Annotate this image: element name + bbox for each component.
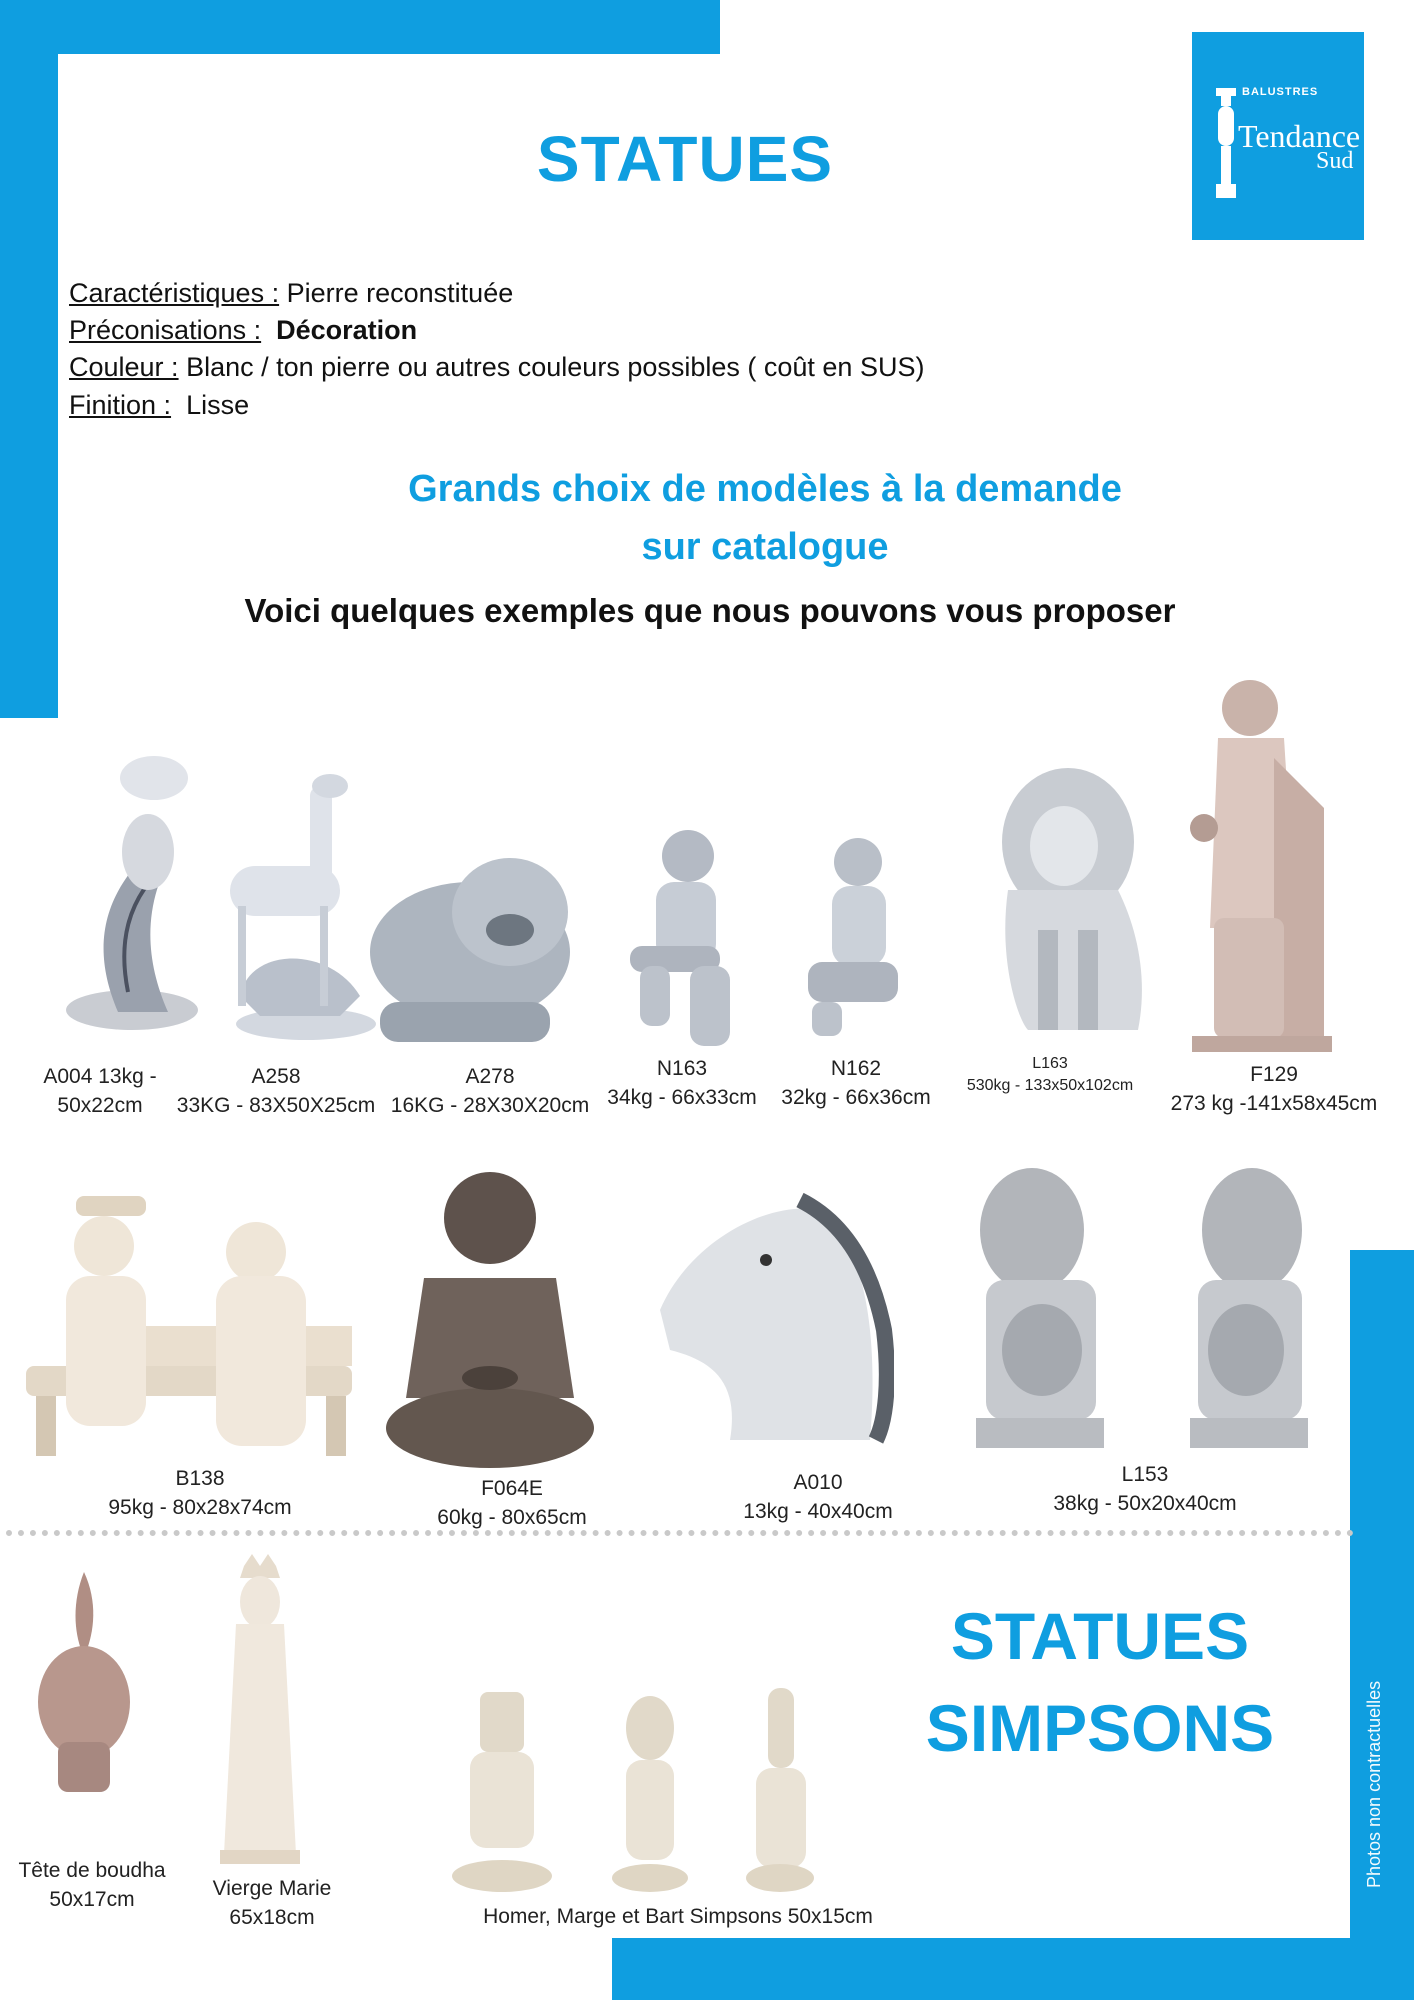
product-dims: 34kg - 66x33cm — [607, 1086, 757, 1109]
product-caption — [726, 1468, 910, 1526]
product-caption — [170, 1062, 382, 1120]
lion-shield-statue-image-2 — [1186, 1160, 1312, 1452]
product-ref: Homer, Marge et Bart Simpsons 50x15cm — [483, 1905, 873, 1928]
product-caption — [1160, 1060, 1388, 1118]
product-dims: 33KG - 83X50X25cm — [176, 1094, 376, 1117]
logo-suffix-text: Sud — [1316, 148, 1354, 174]
product-caption — [384, 1062, 596, 1120]
product-dims: 530kg - 133x50x102cm — [966, 1077, 1134, 1094]
logo-brand-text: Tendance — [1238, 118, 1361, 154]
simpsons-statues-image — [450, 1688, 836, 1896]
product-ref: A010 — [793, 1471, 843, 1494]
product-dims: 38kg - 50x20x40cm — [1053, 1492, 1237, 1515]
horse-head-statue-image — [650, 1180, 894, 1450]
page-title: STATUES — [536, 123, 834, 195]
children-bench-statue-image — [26, 1166, 352, 1464]
product-ref: L163 — [1032, 1055, 1068, 1072]
examples-subheading: Voici quelques exemples que nous pouvons vous proposer — [244, 592, 1176, 629]
boy-statue-image — [620, 826, 760, 1058]
catalog-heading-line2: sur catalogue — [641, 526, 889, 568]
spec-label: Finition : — [69, 390, 172, 420]
buddha-head-statue-image — [28, 1572, 140, 1796]
product-caption — [1036, 1460, 1254, 1518]
product-ref: F129 — [1250, 1063, 1298, 1086]
product-ref: A278 — [465, 1065, 515, 1088]
product-ref: A258 — [251, 1065, 301, 1088]
product-ref: Vierge Marie — [212, 1877, 332, 1900]
frog-statue-image — [48, 742, 208, 1034]
spec-label: Préconisations : — [69, 315, 262, 345]
product-caption — [90, 1464, 310, 1522]
bulldog-statue-image — [360, 852, 588, 1052]
lion-statue-image — [968, 760, 1168, 1038]
product-caption — [468, 1902, 888, 1931]
spec-value: Pierre reconstituée — [286, 278, 514, 308]
logo-small-text: BALUSTRES — [1242, 86, 1319, 98]
product-dims: 273 kg -141x58x45cm — [1170, 1092, 1378, 1115]
product-caption — [420, 1474, 604, 1532]
product-caption — [950, 1053, 1150, 1097]
left-accent-bar — [0, 0, 58, 718]
virgin-mary-statue-image — [210, 1554, 310, 1866]
spec-label: Couleur : — [69, 352, 179, 382]
spec-characteristics — [69, 278, 513, 309]
product-dims: 32kg - 66x36cm — [781, 1086, 931, 1109]
product-dims: 65x18cm — [229, 1906, 315, 1929]
buddha-statue-image — [384, 1158, 596, 1474]
top-accent-bar — [0, 0, 720, 54]
product-ref: Tête de boudha — [18, 1859, 166, 1882]
lion-shield-statue-image-1 — [972, 1160, 1108, 1452]
product-dims: 50x17cm — [49, 1888, 135, 1911]
simpsons-section-title — [900, 1590, 1300, 1774]
product-dims: 95kg - 80x28x74cm — [108, 1496, 292, 1519]
product-caption — [192, 1874, 352, 1932]
product-caption — [598, 1054, 766, 1112]
spec-color — [69, 352, 924, 383]
section-divider — [6, 1530, 1354, 1536]
product-ref: N163 — [656, 1057, 708, 1080]
spec-finish — [69, 390, 249, 421]
spec-value: Décoration — [276, 315, 418, 345]
product-caption — [772, 1054, 940, 1112]
girl-statue-image — [788, 832, 912, 1044]
bacchus-statue-image — [1174, 668, 1338, 1056]
spec-value: Lisse — [186, 390, 250, 420]
catalog-heading — [300, 460, 1230, 576]
photos-disclaimer: Photos non contractuelles — [1364, 1680, 1384, 1888]
spec-recommendations — [69, 315, 417, 346]
product-ref: F064E — [481, 1477, 543, 1500]
product-ref: L153 — [1121, 1463, 1169, 1486]
product-caption — [30, 1062, 170, 1120]
bottom-accent-bar-front — [612, 1938, 1414, 2000]
product-dims: 16KG - 28X30X20cm — [390, 1094, 590, 1117]
product-dims: 13kg - 40x40cm — [743, 1500, 893, 1523]
product-ref: B138 — [175, 1467, 225, 1490]
simpsons-title-line1: STATUES — [950, 1599, 1250, 1673]
deer-statue-image — [210, 746, 382, 1044]
product-ref: A004 13kg - — [43, 1065, 157, 1088]
product-dims: 50x22cm — [57, 1094, 143, 1117]
product-caption — [4, 1856, 180, 1914]
simpsons-title-line2: SIMPSONS — [925, 1691, 1275, 1765]
catalog-heading-line1: Grands choix de modèles à la demande — [408, 468, 1122, 510]
spec-value: Blanc / ton pierre ou autres couleurs possibles ( coût en SUS) — [186, 352, 925, 382]
product-dims: 60kg - 80x65cm — [437, 1506, 587, 1529]
spec-label: Caractéristiques : — [69, 278, 280, 308]
product-ref: N162 — [830, 1057, 882, 1080]
